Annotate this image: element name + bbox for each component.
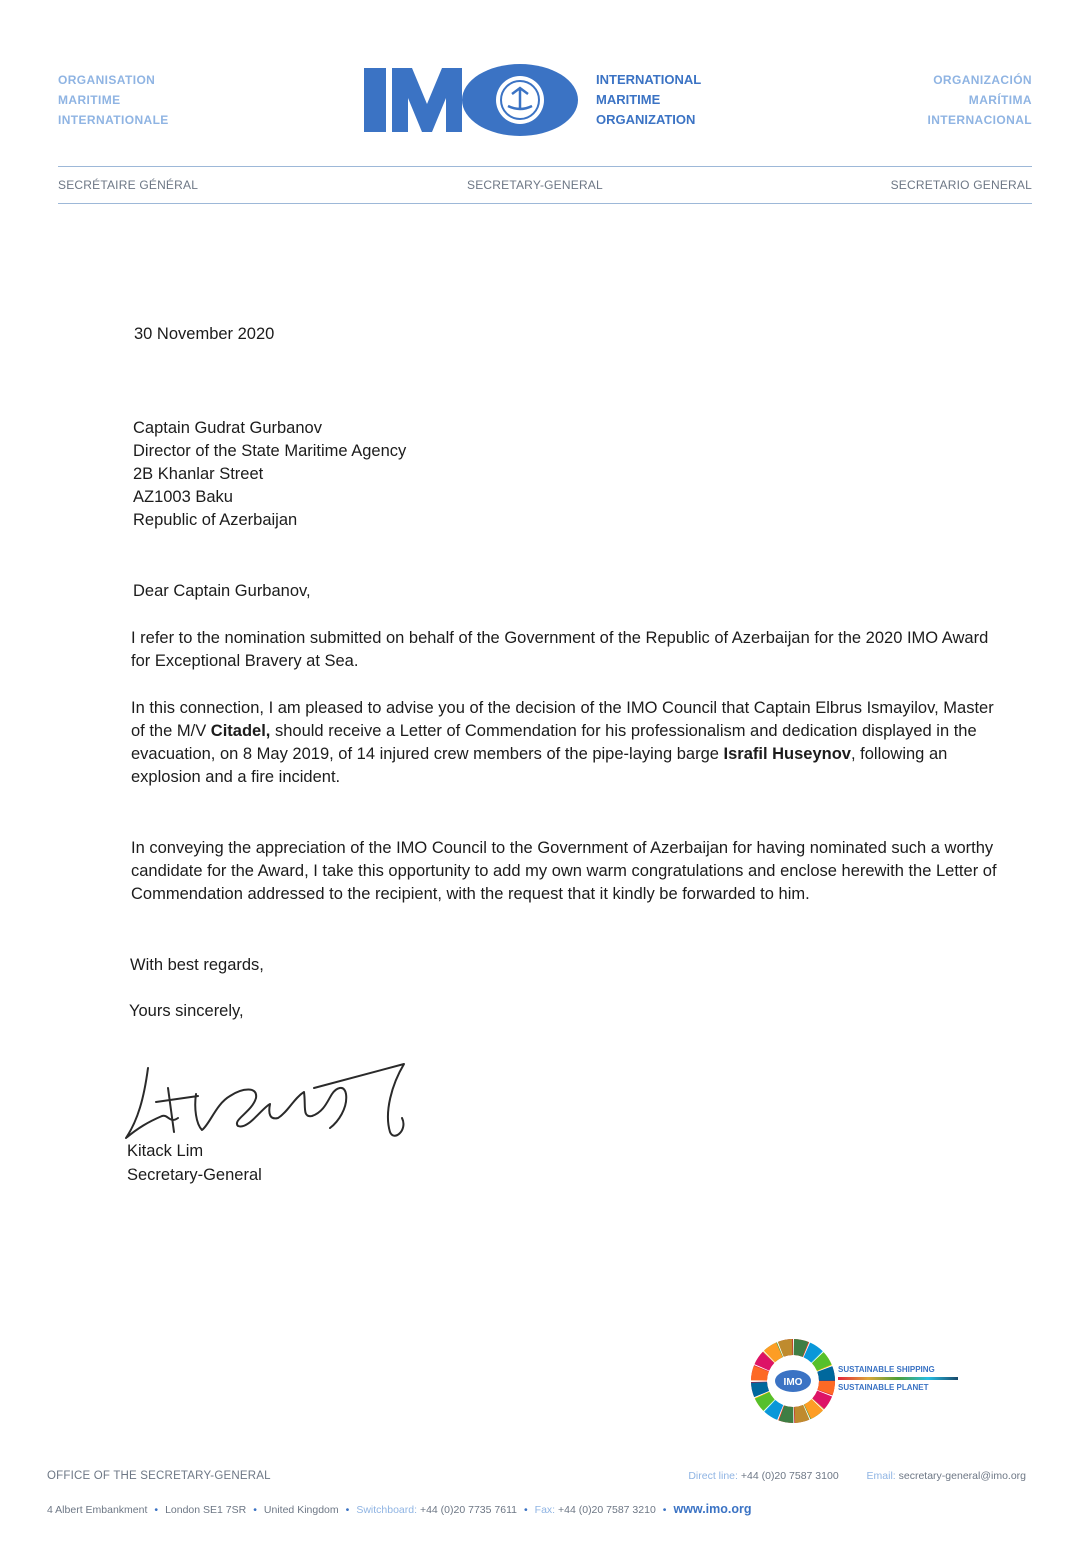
office-label-english: SECRETARY-GENERAL: [467, 178, 603, 192]
org-name-french: ORGANISATION MARITIME INTERNATIONALE: [58, 73, 169, 127]
ship-name: Citadel,: [210, 722, 271, 740]
bullet-separator: •: [154, 1504, 159, 1516]
org-name-english: INTERNATIONAL MARITIME ORGANIZATION: [596, 72, 702, 127]
letter-date: 30 November 2020: [134, 325, 275, 343]
header-divider-top: [58, 166, 1032, 167]
signer-title: Secretary-General: [127, 1166, 262, 1184]
closing-line: Yours sincerely,: [129, 1002, 244, 1020]
office-label-spanish: SECRETARIO GENERAL: [890, 178, 1032, 192]
salutation: Dear Captain Gurbanov,: [133, 582, 311, 600]
imo-logo: [362, 60, 594, 140]
barge-name: Israfil Huseynov: [723, 745, 851, 763]
sdg-wheel-icon: [750, 1338, 836, 1424]
bullet-separator: •: [253, 1504, 257, 1516]
signer-name: Kitack Lim: [127, 1142, 204, 1160]
org-name-spanish: ORGANIZACIÓN MARÍTIMA INTERNACIONAL: [927, 73, 1032, 127]
paragraph-nomination: I refer to the nomination submitted on behalf of the Government of the Republic of Azerbaijan for the 2020 IMO Award for Exceptional Bravery at Sea.: [131, 629, 989, 670]
sdg-wheel-label: IMO: [783, 1377, 803, 1388]
header-divider-bottom: [58, 203, 1032, 204]
sdg-color-bar: [838, 1377, 958, 1380]
address-line: 2B Khanlar Street: [133, 465, 264, 483]
recipient-address: [133, 417, 406, 532]
footer-office-label: OFFICE OF THE SECRETARY-GENERAL: [47, 1470, 271, 1482]
footer-contacts: Direct line: +44 (0)20 7587 3100 Email: secretary-general@imo.org: [688, 1470, 1026, 1482]
website-link[interactable]: www.imo.org: [673, 1502, 752, 1516]
office-label-french: SECRÉTAIRE GÉNÉRAL: [58, 178, 199, 192]
email-address: secretary-general@imo.org: [898, 1470, 1026, 1482]
bullet-separator: •: [523, 1504, 528, 1516]
address-line: Captain Gudrat Gurbanov: [133, 419, 322, 437]
address-line: Republic of Azerbaijan: [133, 511, 298, 529]
address-line: AZ1003 Baku: [133, 488, 233, 506]
address-line: Director of the State Maritime Agency: [133, 442, 407, 460]
regards-line: With best regards,: [130, 956, 264, 974]
bullet-separator: •: [662, 1504, 667, 1516]
paragraph-decision: In this connection, I am pleased to advise you of the decision of the IMO Council that Captain Elbrus Ismayilov, Master of the M/V Citadel, should receive a Letter of Commendation for his professionalism and dedication displayed in the evacuation, on 8 May 2019, of 14 injured crew members of the pipe-laying barge Israfil Huseynov, following an explosion and a fire incident.: [131, 699, 994, 786]
bullet-separator: •: [345, 1504, 350, 1516]
direct-line-number: +44 (0)20 7587 3100: [740, 1470, 839, 1482]
paragraph-appreciation: In conveying the appreciation of the IMO Council to the Government of Azerbaijan for having nominated such a worthy candidate for the Award, I take this opportunity to add my own warm congratulations and enclose herewith the Letter of Commendation addressed to the recipient, with the request that it kindly be forwarded to him.: [131, 839, 997, 903]
footer-address: 4 Albert Embankment • London SE1 7SR • United Kingdom • Switchboard: +44 (0)20 7735 7611 • Fax: +44 (0)20 7587 3210 • www.imo.org: [47, 1502, 752, 1516]
sustainability-tagline: SUSTAINABLE SHIPPING SUSTAINABLE PLANET: [838, 1364, 958, 1393]
